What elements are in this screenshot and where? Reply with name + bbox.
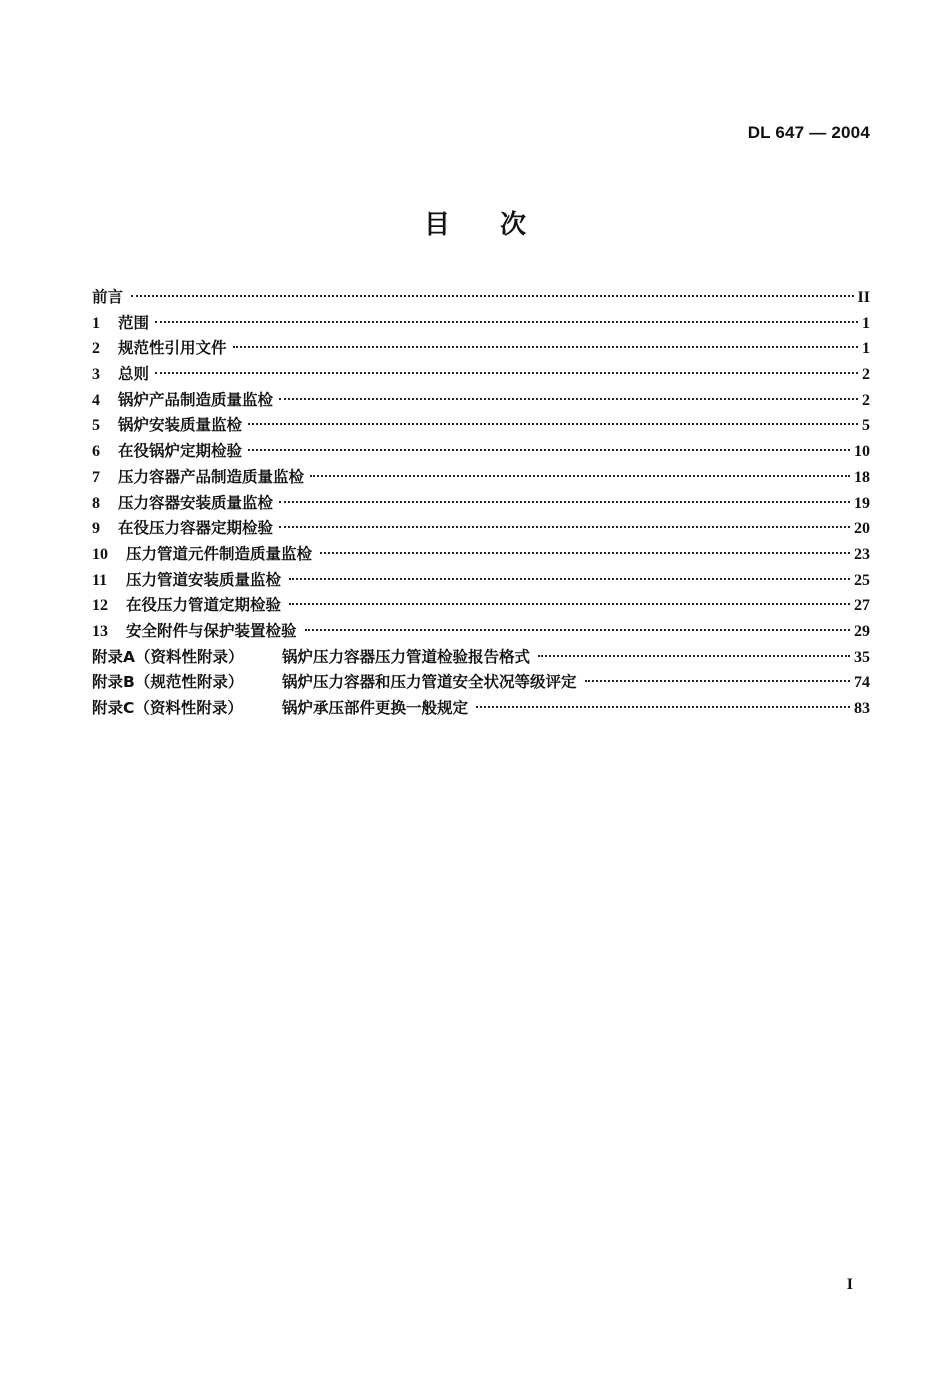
toc-entry-number: 6 xyxy=(92,443,100,461)
toc-entry-section-12[interactable] xyxy=(92,593,870,619)
toc-entry-label: 锅炉承压部件更换一般规定 xyxy=(282,699,469,717)
toc-entry-section-2[interactable] xyxy=(92,336,870,362)
toc-entry-page: 29 xyxy=(854,622,870,640)
toc-entry-section-1[interactable] xyxy=(92,311,870,337)
toc-entry-number: 1 xyxy=(92,314,100,332)
dot-leader xyxy=(289,603,850,605)
toc-entry-page: II xyxy=(857,289,870,306)
dot-leader xyxy=(155,321,858,323)
toc-entry-number: 13 xyxy=(92,622,108,640)
toc-entry-label: 在役压力管道定期检验 xyxy=(126,596,282,615)
page-title: 目次 xyxy=(423,210,576,240)
dot-leader xyxy=(538,655,850,657)
toc-entry-page: 35 xyxy=(854,648,870,666)
table-of-contents xyxy=(92,285,870,722)
toc-entry-section-3[interactable] xyxy=(92,362,870,388)
toc-entry-appendix-a[interactable] xyxy=(92,645,870,671)
toc-entry-page: 18 xyxy=(854,468,870,486)
dot-leader xyxy=(476,706,850,708)
toc-entry-number: 5 xyxy=(92,417,100,435)
dot-leader xyxy=(310,475,850,477)
toc-entry-page: 20 xyxy=(854,520,870,538)
dot-leader xyxy=(131,295,854,297)
toc-entry-page: 1 xyxy=(862,340,870,358)
dot-leader xyxy=(248,423,858,425)
toc-entry-section-13[interactable] xyxy=(92,619,870,645)
toc-entry-label: 压力容器安装质量监检 xyxy=(118,493,274,512)
toc-appendix-prefix: 附录C（资料性附录） xyxy=(92,699,243,717)
dot-leader xyxy=(305,629,850,631)
toc-entry-label: 总则 xyxy=(118,365,150,384)
dot-leader xyxy=(320,552,850,554)
toc-entry-section-10[interactable] xyxy=(92,542,870,568)
page-number: I xyxy=(846,1276,853,1293)
toc-entry-page: 23 xyxy=(854,545,870,563)
dot-leader xyxy=(279,501,850,503)
toc-entry-page: 74 xyxy=(854,674,870,692)
toc-entry-page: 83 xyxy=(854,700,870,717)
toc-entry-label: 前言 xyxy=(92,288,124,306)
dot-leader xyxy=(279,398,858,400)
toc-entry-number: 2 xyxy=(92,340,100,358)
toc-entry-page: 1 xyxy=(862,314,870,332)
dot-leader xyxy=(155,372,858,374)
toc-entry-label: 压力管道安装质量监检 xyxy=(126,570,282,589)
toc-entry-label: 范围 xyxy=(118,313,150,332)
dot-leader xyxy=(279,526,850,528)
dot-leader xyxy=(248,449,850,451)
toc-entry-number: 9 xyxy=(92,520,100,538)
toc-entry-number: 10 xyxy=(92,545,108,563)
toc-entry-section-11[interactable] xyxy=(92,568,870,594)
toc-entry-page: 25 xyxy=(854,571,870,589)
toc-entry-number: 4 xyxy=(92,391,100,409)
toc-entry-appendix-b[interactable] xyxy=(92,670,870,696)
toc-entry-label: 规范性引用文件 xyxy=(118,339,227,358)
toc-entry-number: 8 xyxy=(92,494,100,512)
toc-entry-label: 在役锅炉定期检验 xyxy=(118,442,243,461)
toc-entry-section-7[interactable] xyxy=(92,465,870,491)
toc-entry-label: 在役压力容器定期检验 xyxy=(118,519,274,538)
toc-entry-label: 压力容器产品制造质量监检 xyxy=(118,467,305,486)
toc-entry-number: 12 xyxy=(92,597,108,615)
dot-leader xyxy=(233,346,858,348)
toc-entry-label: 锅炉安装质量监检 xyxy=(118,416,243,435)
toc-entry-label: 安全附件与保护装置检验 xyxy=(126,621,297,640)
toc-entry-page: 27 xyxy=(854,597,870,615)
toc-entry-number: 7 xyxy=(92,468,100,486)
toc-entry-number: 11 xyxy=(92,571,108,589)
toc-appendix-prefix: 附录B（规范性附录） xyxy=(92,673,244,692)
dot-leader xyxy=(585,680,850,682)
toc-entry-section-8[interactable] xyxy=(92,491,870,517)
toc-entry-preface[interactable] xyxy=(92,285,870,311)
toc-entry-appendix-c[interactable] xyxy=(92,696,870,722)
toc-entry-page: 19 xyxy=(854,494,870,512)
toc-entry-label: 锅炉压力容器压力管道检验报告格式 xyxy=(282,647,531,666)
toc-entry-section-6[interactable] xyxy=(92,439,870,465)
toc-entry-section-4[interactable] xyxy=(92,388,870,414)
toc-appendix-prefix: 附录A（资料性附录） xyxy=(92,647,244,666)
toc-entry-section-5[interactable] xyxy=(92,413,870,439)
toc-entry-label: 锅炉压力容器和压力管道安全状况等级评定 xyxy=(282,673,577,692)
document-code: DL 647 — 2004 xyxy=(747,123,870,142)
toc-entry-page: 5 xyxy=(862,417,870,435)
toc-entry-section-9[interactable] xyxy=(92,516,870,542)
dot-leader xyxy=(289,578,850,580)
toc-entry-page: 2 xyxy=(862,366,870,384)
toc-entry-page: 2 xyxy=(862,391,870,409)
toc-entry-label: 压力管道元件制造质量监检 xyxy=(126,544,313,563)
toc-entry-label: 锅炉产品制造质量监检 xyxy=(118,390,274,409)
toc-entry-page: 10 xyxy=(854,443,870,461)
toc-entry-number: 3 xyxy=(92,366,100,384)
